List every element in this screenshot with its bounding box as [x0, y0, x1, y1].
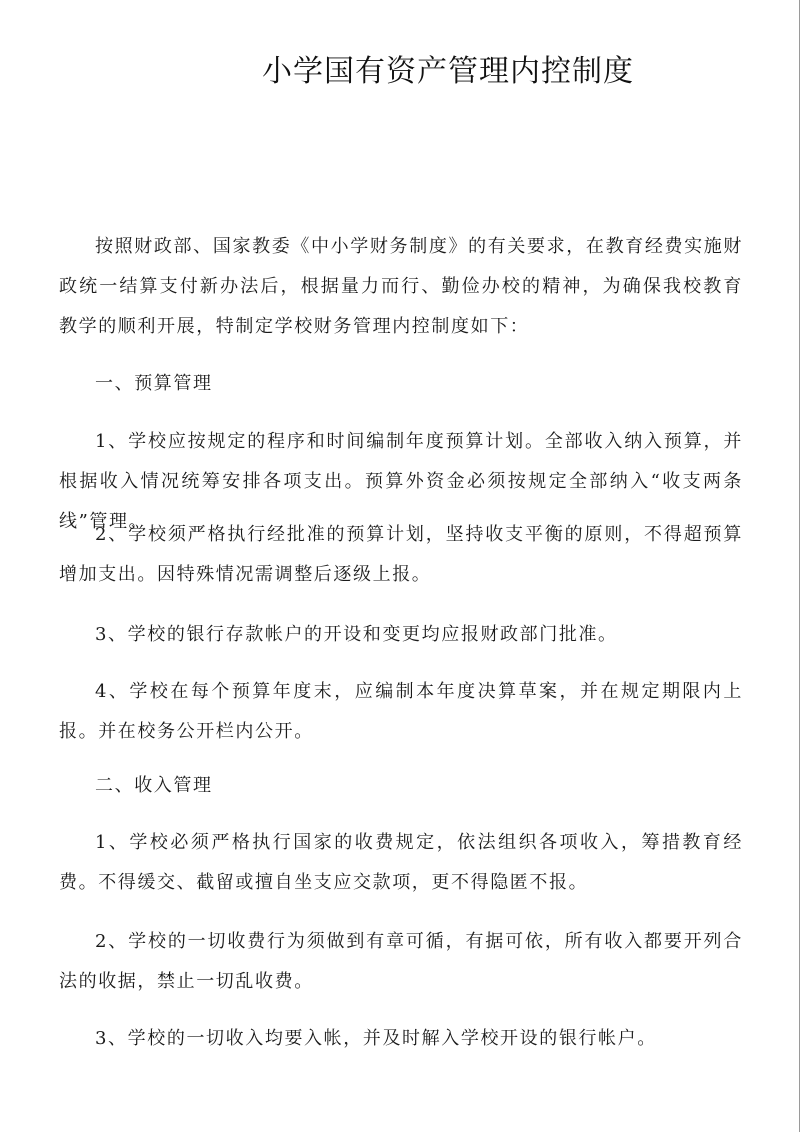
intro-text: 按照财政部、国家教委《中小学财务制度》的有关要求，在教育经费实施财政统一结算支付新办法后，根据量力而行、勤俭办校的精神，为确保我校教育教学的顺利开展，特制定学校财务管理内控制度如下： — [59, 236, 743, 337]
income-item-1 — [59, 823, 743, 903]
section-heading-budget — [59, 364, 743, 404]
budget-item-4 — [59, 672, 743, 752]
paragraph-text: 1、学校必须严格执行国家的收费规定，依法组织各项收入，筹措教育经费。不得缓交、截留或擅自坐支应交款项，更不得隐匿不报。 — [59, 832, 743, 893]
income-item-2 — [59, 922, 743, 1002]
paragraph-text: 4、学校在每个预算年度末，应编制本年度决算草案，并在规定期限内上报。并在校务公开栏内公开。 — [59, 681, 743, 742]
paragraph-text: 3、学校的一切收入均要入帐，并及时解入学校开设的银行帐户。 — [95, 1028, 657, 1049]
income-item-3 — [59, 1019, 743, 1059]
budget-item-2 — [59, 515, 743, 595]
paragraph-text: 1、学校应按规定的程序和时间编制年度预算计划。全部收入纳入预算，并根据收入情况统筹安排各项支出。预算外资金必须按规定全部纳入“收支两条线”管理。 — [59, 431, 743, 532]
intro-paragraph — [59, 227, 743, 347]
paragraph-text: 2、学校须严格执行经批准的预算计划，坚持收支平衡的原则，不得超预算增加支出。因特殊情况需调整后逐级上报。 — [59, 524, 743, 585]
paragraph-text: 3、学校的银行存款帐户的开设和变更均应报财政部门批准。 — [95, 624, 618, 645]
paragraph-text: 2、学校的一切收费行为须做到有章可循，有据可依，所有收入都要开列合法的收据，禁止一切乱收费。 — [59, 931, 743, 992]
section-heading-income — [59, 766, 743, 806]
document-title: 小学国有资产管理内控制度 — [262, 54, 634, 89]
section-heading-text: 二、收入管理 — [95, 775, 213, 796]
section-heading-text: 一、预算管理 — [95, 373, 213, 394]
budget-item-3 — [59, 615, 743, 655]
